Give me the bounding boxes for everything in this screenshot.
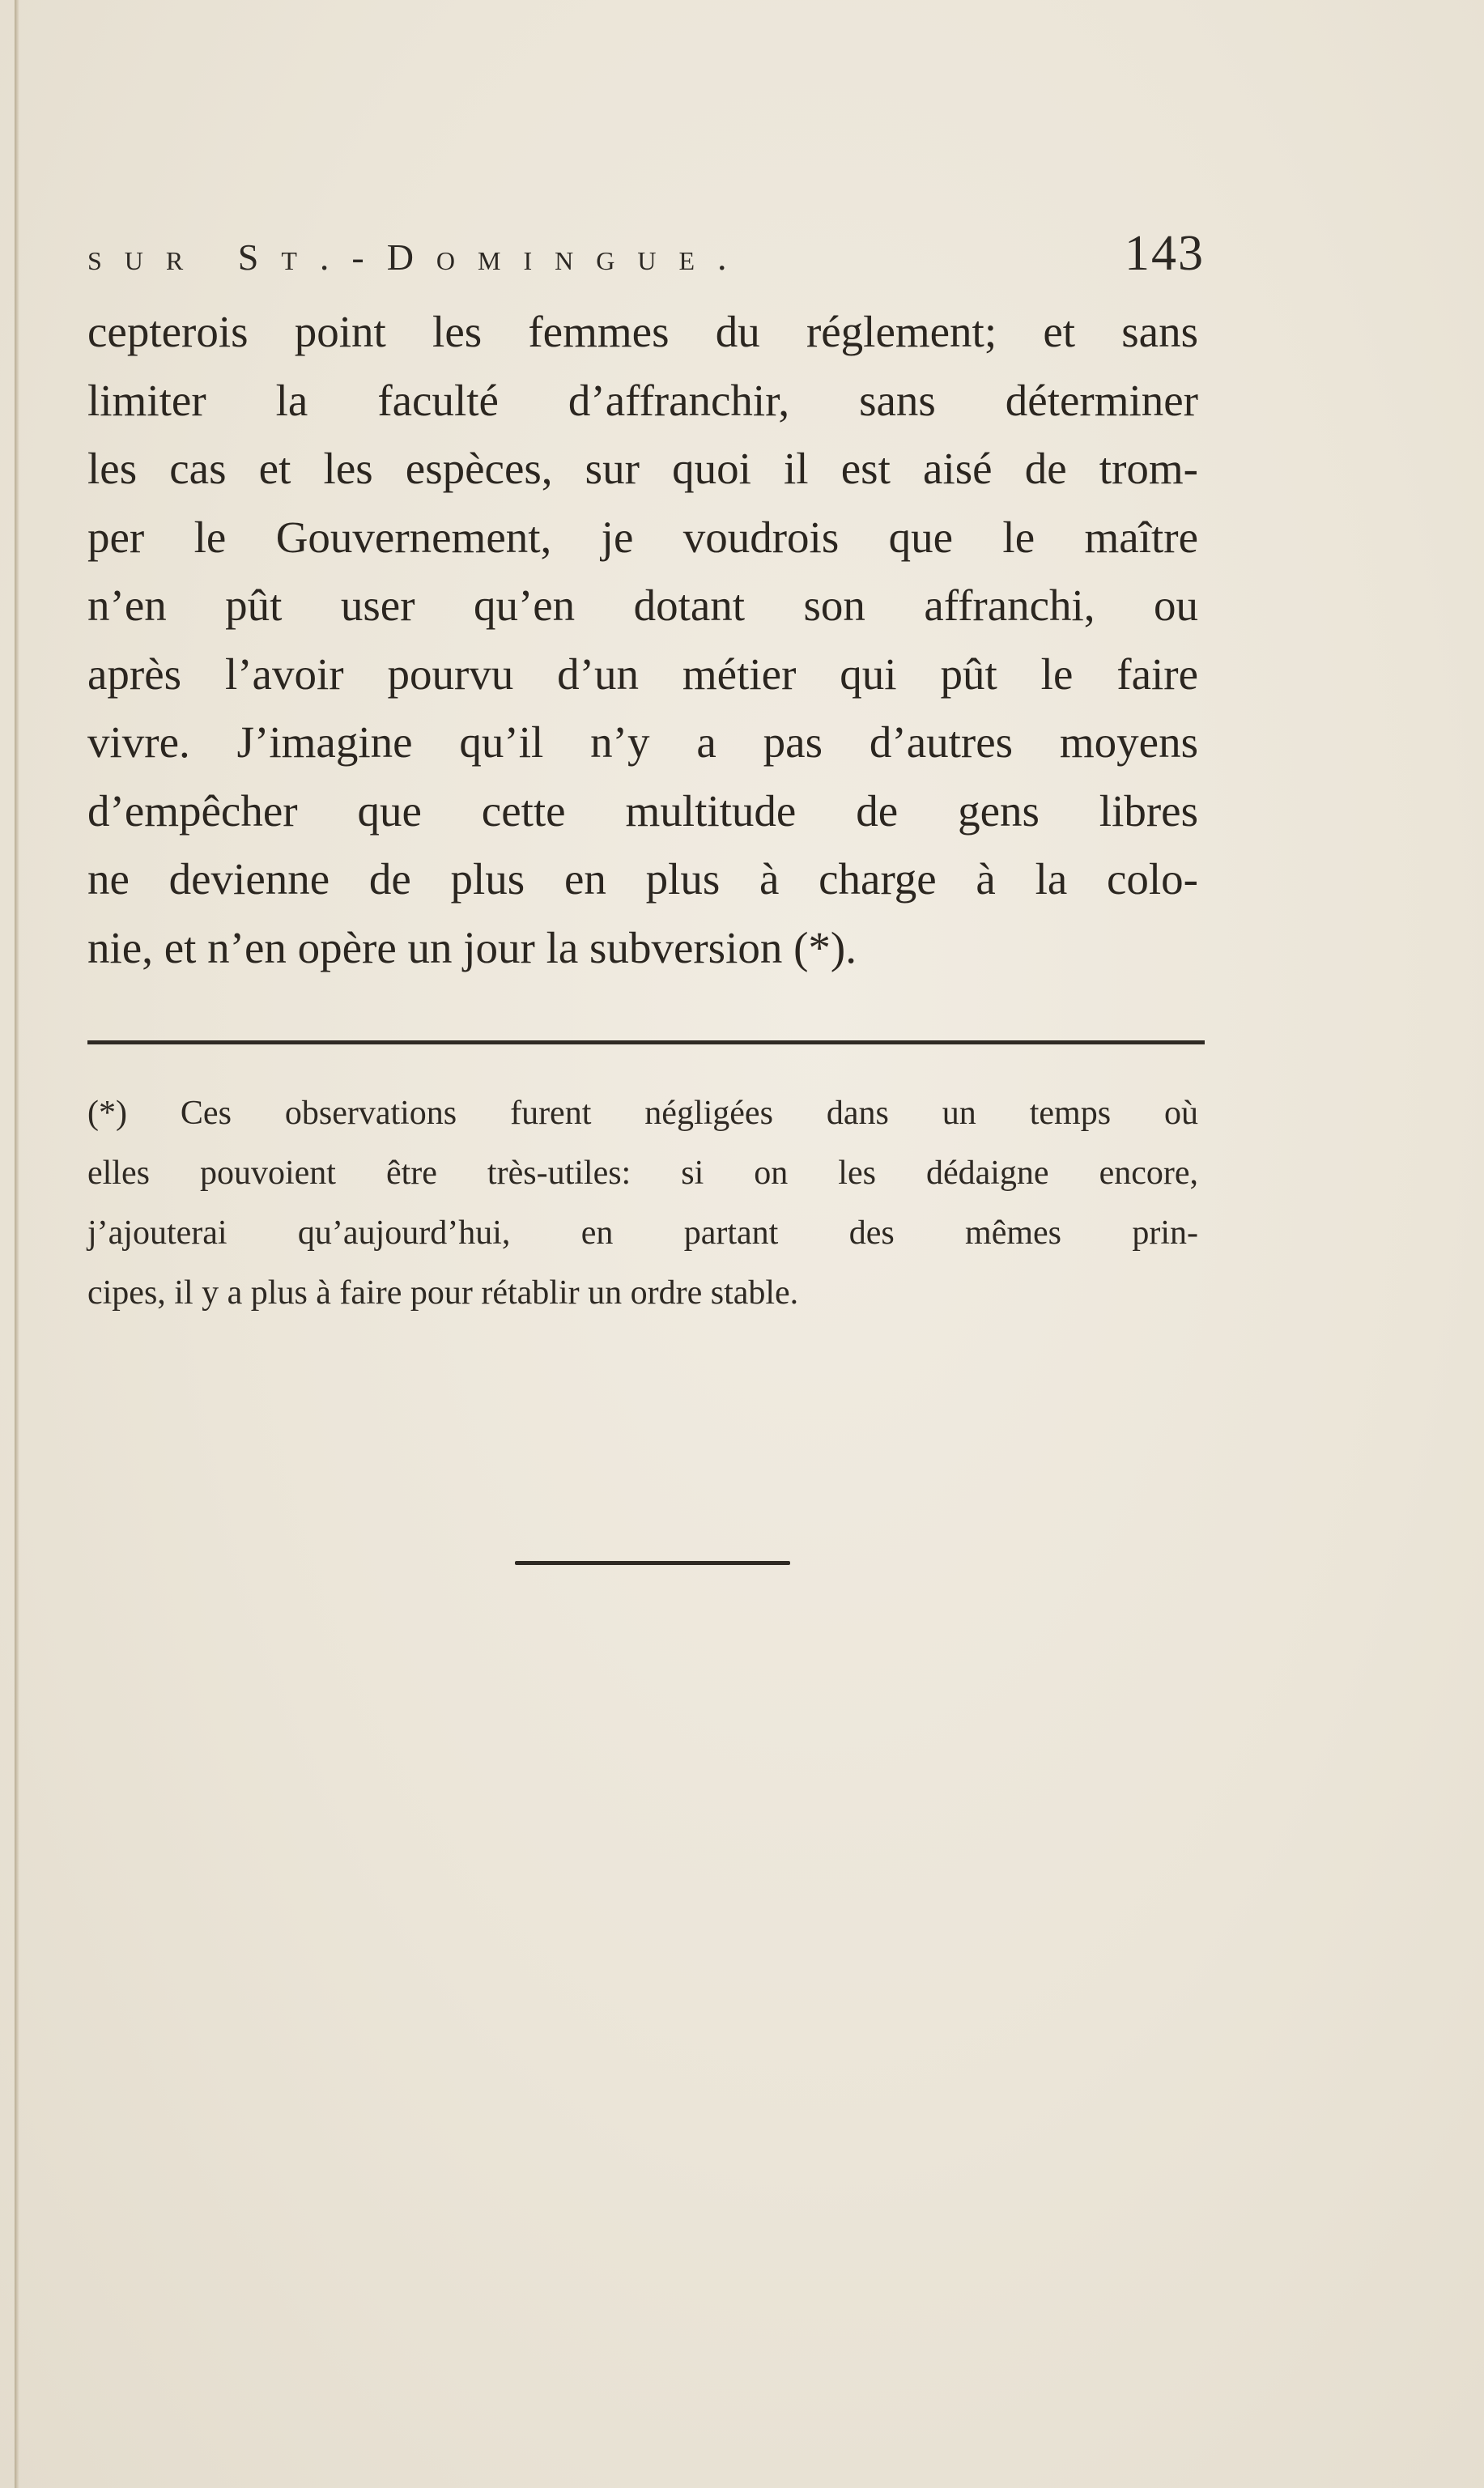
text-line: après l’avoir pourvu d’un métier qui pût le faire (87, 649, 1198, 699)
running-head (87, 225, 1205, 290)
page-number: 143 (1125, 226, 1205, 281)
text-line: limiter la faculté d’affranchir, sans déterminer (87, 375, 1198, 425)
footnote-separator-rule (87, 1040, 1205, 1044)
text-line: nie, et n’en opère un jour la subversion (*). (87, 922, 857, 972)
footnote (87, 1083, 1198, 1323)
text-line: per le Gouvernement, je voudrois que le maître (87, 512, 1198, 562)
text-line: d’empêcher que cette multitude de gens libres (87, 785, 1198, 836)
page-gutter-edge (15, 0, 19, 2488)
footnote-line: elles pouvoient être très-utiles: si on les dédaigne encore, (87, 1155, 1198, 1192)
footnote-line: cipes, il y a plus à faire pour rétablir un ordre stable. (87, 1274, 799, 1312)
text-line: vivre. J’imagine qu’il n’y a pas d’autres moyens (87, 717, 1198, 767)
text-line: ne devienne de plus en plus à charge à la colo- (87, 854, 1198, 904)
main-paragraph (87, 298, 1198, 982)
section-end-rule (515, 1561, 790, 1565)
running-head-title: sur St.-Domingue. (87, 236, 750, 278)
footnote-line: j’ajouterai qu’aujourd’hui, en partant des mêmes prin- (87, 1214, 1198, 1252)
text-line: cepterois point les femmes du réglement; et sans (87, 307, 1198, 356)
text-line: n’en pût user qu’en dotant son affranchi, ou (87, 581, 1198, 630)
footnote-line: (*) Ces observations furent négligées dans un temps où (87, 1095, 1198, 1132)
text-line: les cas et les espèces, sur quoi il est aisé de trom- (87, 444, 1198, 493)
